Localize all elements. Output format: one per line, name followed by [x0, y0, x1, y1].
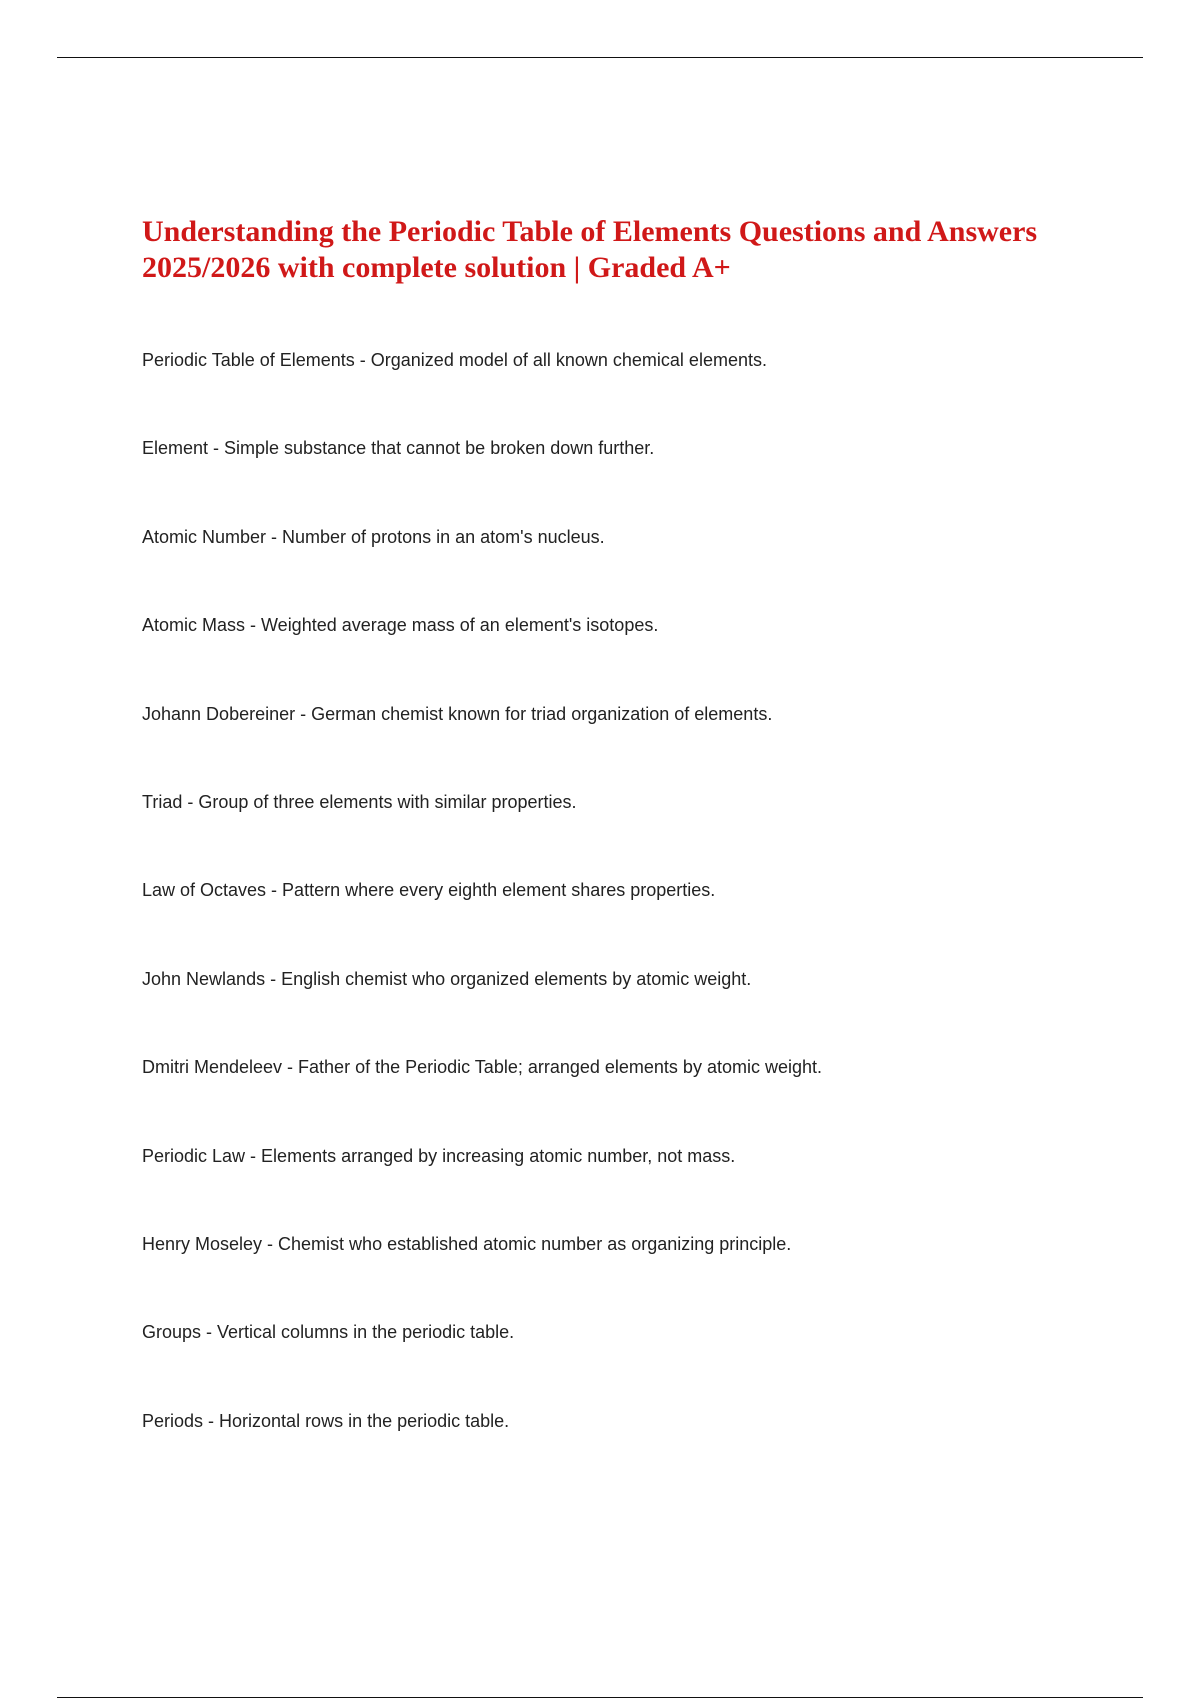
- qa-item: Periods - Horizontal rows in the periodic table.: [142, 1410, 510, 1431]
- qa-item: Triad - Group of three elements with similar properties.: [142, 791, 577, 812]
- qa-item: Johann Dobereiner - German chemist known for triad organization of elements.: [142, 703, 773, 724]
- qa-item: Element - Simple substance that cannot be broken down further.: [142, 438, 655, 459]
- document-title: Understanding the Periodic Table of Elements Questions and Answers 2025/2026 with complete solution | Graded A+: [142, 215, 1038, 284]
- qa-item: Atomic Mass - Weighted average mass of an element's isotopes.: [142, 615, 659, 636]
- qa-item: Dmitri Mendeleev - Father of the Periodic Table; arranged elements by atomic weight.: [142, 1057, 822, 1078]
- qa-item: Law of Octaves - Pattern where every eighth element shares properties.: [142, 880, 716, 901]
- top-divider: [57, 57, 1143, 58]
- qa-item: Periodic Table of Elements - Organized model of all known chemical elements.: [142, 350, 767, 370]
- qa-item: Groups - Vertical columns in the periodic table.: [142, 1322, 515, 1343]
- qa-item: Atomic Number - Number of protons in an atom's nucleus.: [142, 526, 605, 547]
- qa-list: [142, 340, 822, 1489]
- qa-item: Henry Moseley - Chemist who established atomic number as organizing principle.: [142, 1233, 792, 1254]
- qa-item: John Newlands - English chemist who organized elements by atomic weight.: [142, 968, 752, 989]
- bottom-divider: [57, 1697, 1143, 1698]
- qa-item: Periodic Law - Elements arranged by increasing atomic number, not mass.: [142, 1145, 736, 1166]
